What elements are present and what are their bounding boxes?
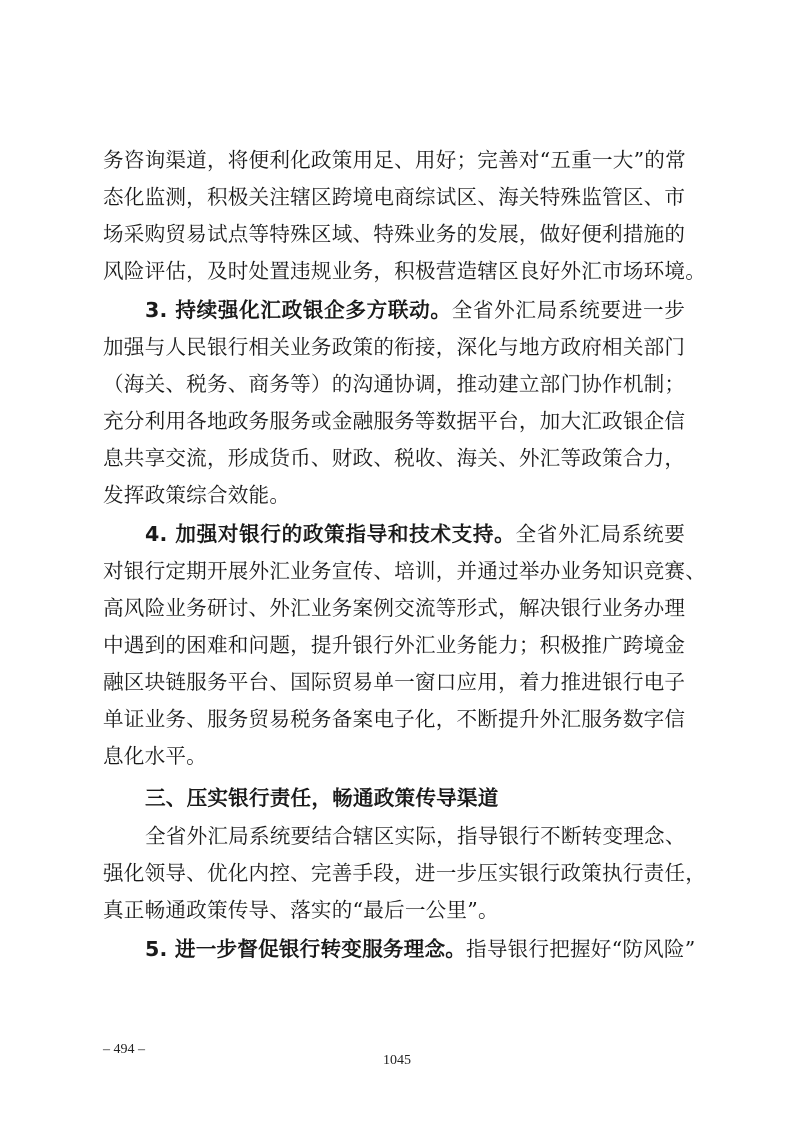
paragraph-line: 场采购贸易试点等特殊区域、特殊业务的发展，做好便利措施的 <box>103 222 686 246</box>
paragraph-line: 息化水平。 <box>103 744 207 768</box>
item-5-first-line <box>145 931 696 968</box>
paragraph-line: 中遇到的困难和问题，提升银行外汇业务能力；积极推广跨境金 <box>103 633 686 657</box>
paragraph-line: 态化监测，积极关注辖区跨境电商综试区、海关特殊监管区、市 <box>103 185 686 209</box>
item-3-first-rest: 全省外汇局系统要进一步 <box>451 298 685 322</box>
paragraph-line: 对银行定期开展外汇业务宣传、培训，并通过举办业务知识竞赛、 <box>103 559 707 583</box>
item-4-first-rest: 全省外汇局系统要 <box>515 522 685 546</box>
paragraph-line: 发挥政策综合效能。 <box>103 483 291 507</box>
paragraph-line: （海关、税务、商务等）的沟通协调，推动建立部门协作机制； <box>103 372 686 396</box>
paragraph-line: 融区块链服务平台、国际贸易单一窗口应用，着力推进银行电子 <box>103 670 686 694</box>
paragraph-line: 强化领导、优化内控、完善手段，进一步压实银行政策执行责任， <box>103 861 707 885</box>
paragraph-line: 真正畅通政策传导、落实的“最后一公里”。 <box>103 898 499 922</box>
paragraph-line: 全省外汇局系统要结合辖区实际，指导银行不断转变理念、 <box>145 824 686 848</box>
item-5-first-rest: 指导银行把握好“防风险” <box>466 937 696 961</box>
item-4-heading: 4. 加强对银行的政策指导和技术支持。 <box>145 522 516 546</box>
item-4-first-line <box>145 516 685 553</box>
paragraph-line: 高风险业务研讨、外汇业务案例交流等形式，解决银行业务办理 <box>103 596 686 620</box>
paragraph-line: 加强与人民银行相关业务政策的衔接，深化与地方政府相关部门 <box>103 335 686 359</box>
page-number: 1045 <box>383 1053 411 1068</box>
paragraph-line: 风险评估，及时处置违规业务，积极营造辖区良好外汇市场环境。 <box>103 259 707 283</box>
section-title: 三、压实银行责任，畅通政策传导渠道 <box>145 786 499 810</box>
paragraph-line: 息共享交流，形成货币、财政、税收、海关、外汇等政策合力， <box>103 446 686 470</box>
paragraph-line: 务咨询渠道，将便利化政策用足、用好；完善对“五重一大”的常 <box>103 148 686 172</box>
page-label: – 494 – <box>103 1042 145 1057</box>
item-3-heading: 3. 持续强化汇政银企多方联动。 <box>145 298 452 322</box>
paragraph-line: 充分利用各地政务服务或金融服务等数据平台，加大汇政银企信 <box>103 409 686 433</box>
item-5-heading: 5. 进一步督促银行转变服务理念。 <box>145 937 467 961</box>
item-3-first-line <box>145 292 685 329</box>
paragraph-line: 单证业务、服务贸易税务备案电子化，不断提升外汇服务数字信 <box>103 707 686 731</box>
